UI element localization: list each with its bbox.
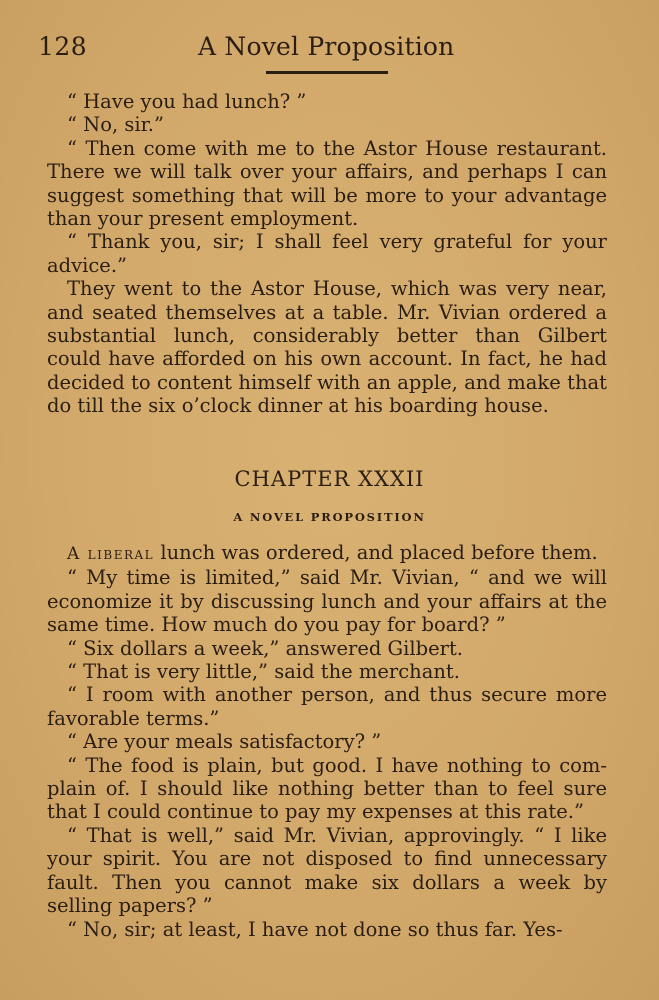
page-header: [0, 30, 659, 70]
paragraph: “ That is well,” said Mr. Vivian, approvingly. “ I like your spirit. You are not disposed to find unnecessary fault. Then you cannot make six dollars a week by selling papers? ”: [47, 823, 607, 918]
paragraph: “ My time is limited,” said Mr. Vivian, “ and we will economize it by discussing lunch and your affairs at the same time. How much do you pay for board? ”: [47, 566, 607, 637]
paragraph: “ Then come with me to the Astor House restaurant. There we will talk over your affairs, and perhaps I can suggest something that will be more to your advantage than your present employment.: [47, 136, 607, 231]
paragraph: “ Thank you, sir; I shall feel very grateful for your advice.”: [47, 230, 607, 277]
page-number: 128: [38, 32, 88, 61]
paragraph: “ Six dollars a week,” answered Gilbert.: [67, 636, 463, 660]
paragraph: “ No, sir; at least, I have not done so thus far. Yes-: [67, 917, 563, 941]
paragraph: They went to the Astor House, which was very near, and seated themselves at a table. Mr. Vivian ordered a substantial lunch, considerably better than Gilbert could have afforded on his own account. In fact, he had decided to content himself with an apple, and make that do till the six o’clock dinner at his boarding house.: [47, 277, 607, 418]
bottom-text-block: [47, 541, 607, 941]
paragraph: “ That is very little,” said the merchant.: [67, 660, 460, 684]
running-title: A Novel Proposition: [198, 32, 455, 61]
paragraph: “ The food is plain, but good. I have nothing to complain of. I should like nothing better than to feel sure that I could continue to pay my expenses at this rate.”: [47, 753, 607, 824]
opening-rest: lunch was ordered, and placed before them.: [154, 541, 598, 564]
chapter-subtitle: A NOVEL PROPOSITION: [233, 510, 426, 524]
opening-paragraph: [47, 541, 607, 566]
header-rule: [266, 71, 388, 74]
paragraph: “ Are your meals satisfactory? ”: [67, 730, 382, 754]
paragraph: “ I room with another person, and thus secure more favorable terms.”: [47, 683, 607, 730]
opening-small-caps: A liberal: [67, 544, 155, 564]
chapter-title: CHAPTER XXXII: [234, 467, 425, 491]
paragraph: “ No, sir.”: [67, 113, 164, 137]
top-text-block: [47, 90, 607, 418]
paragraph: “ Have you had lunch? ”: [67, 90, 307, 113]
